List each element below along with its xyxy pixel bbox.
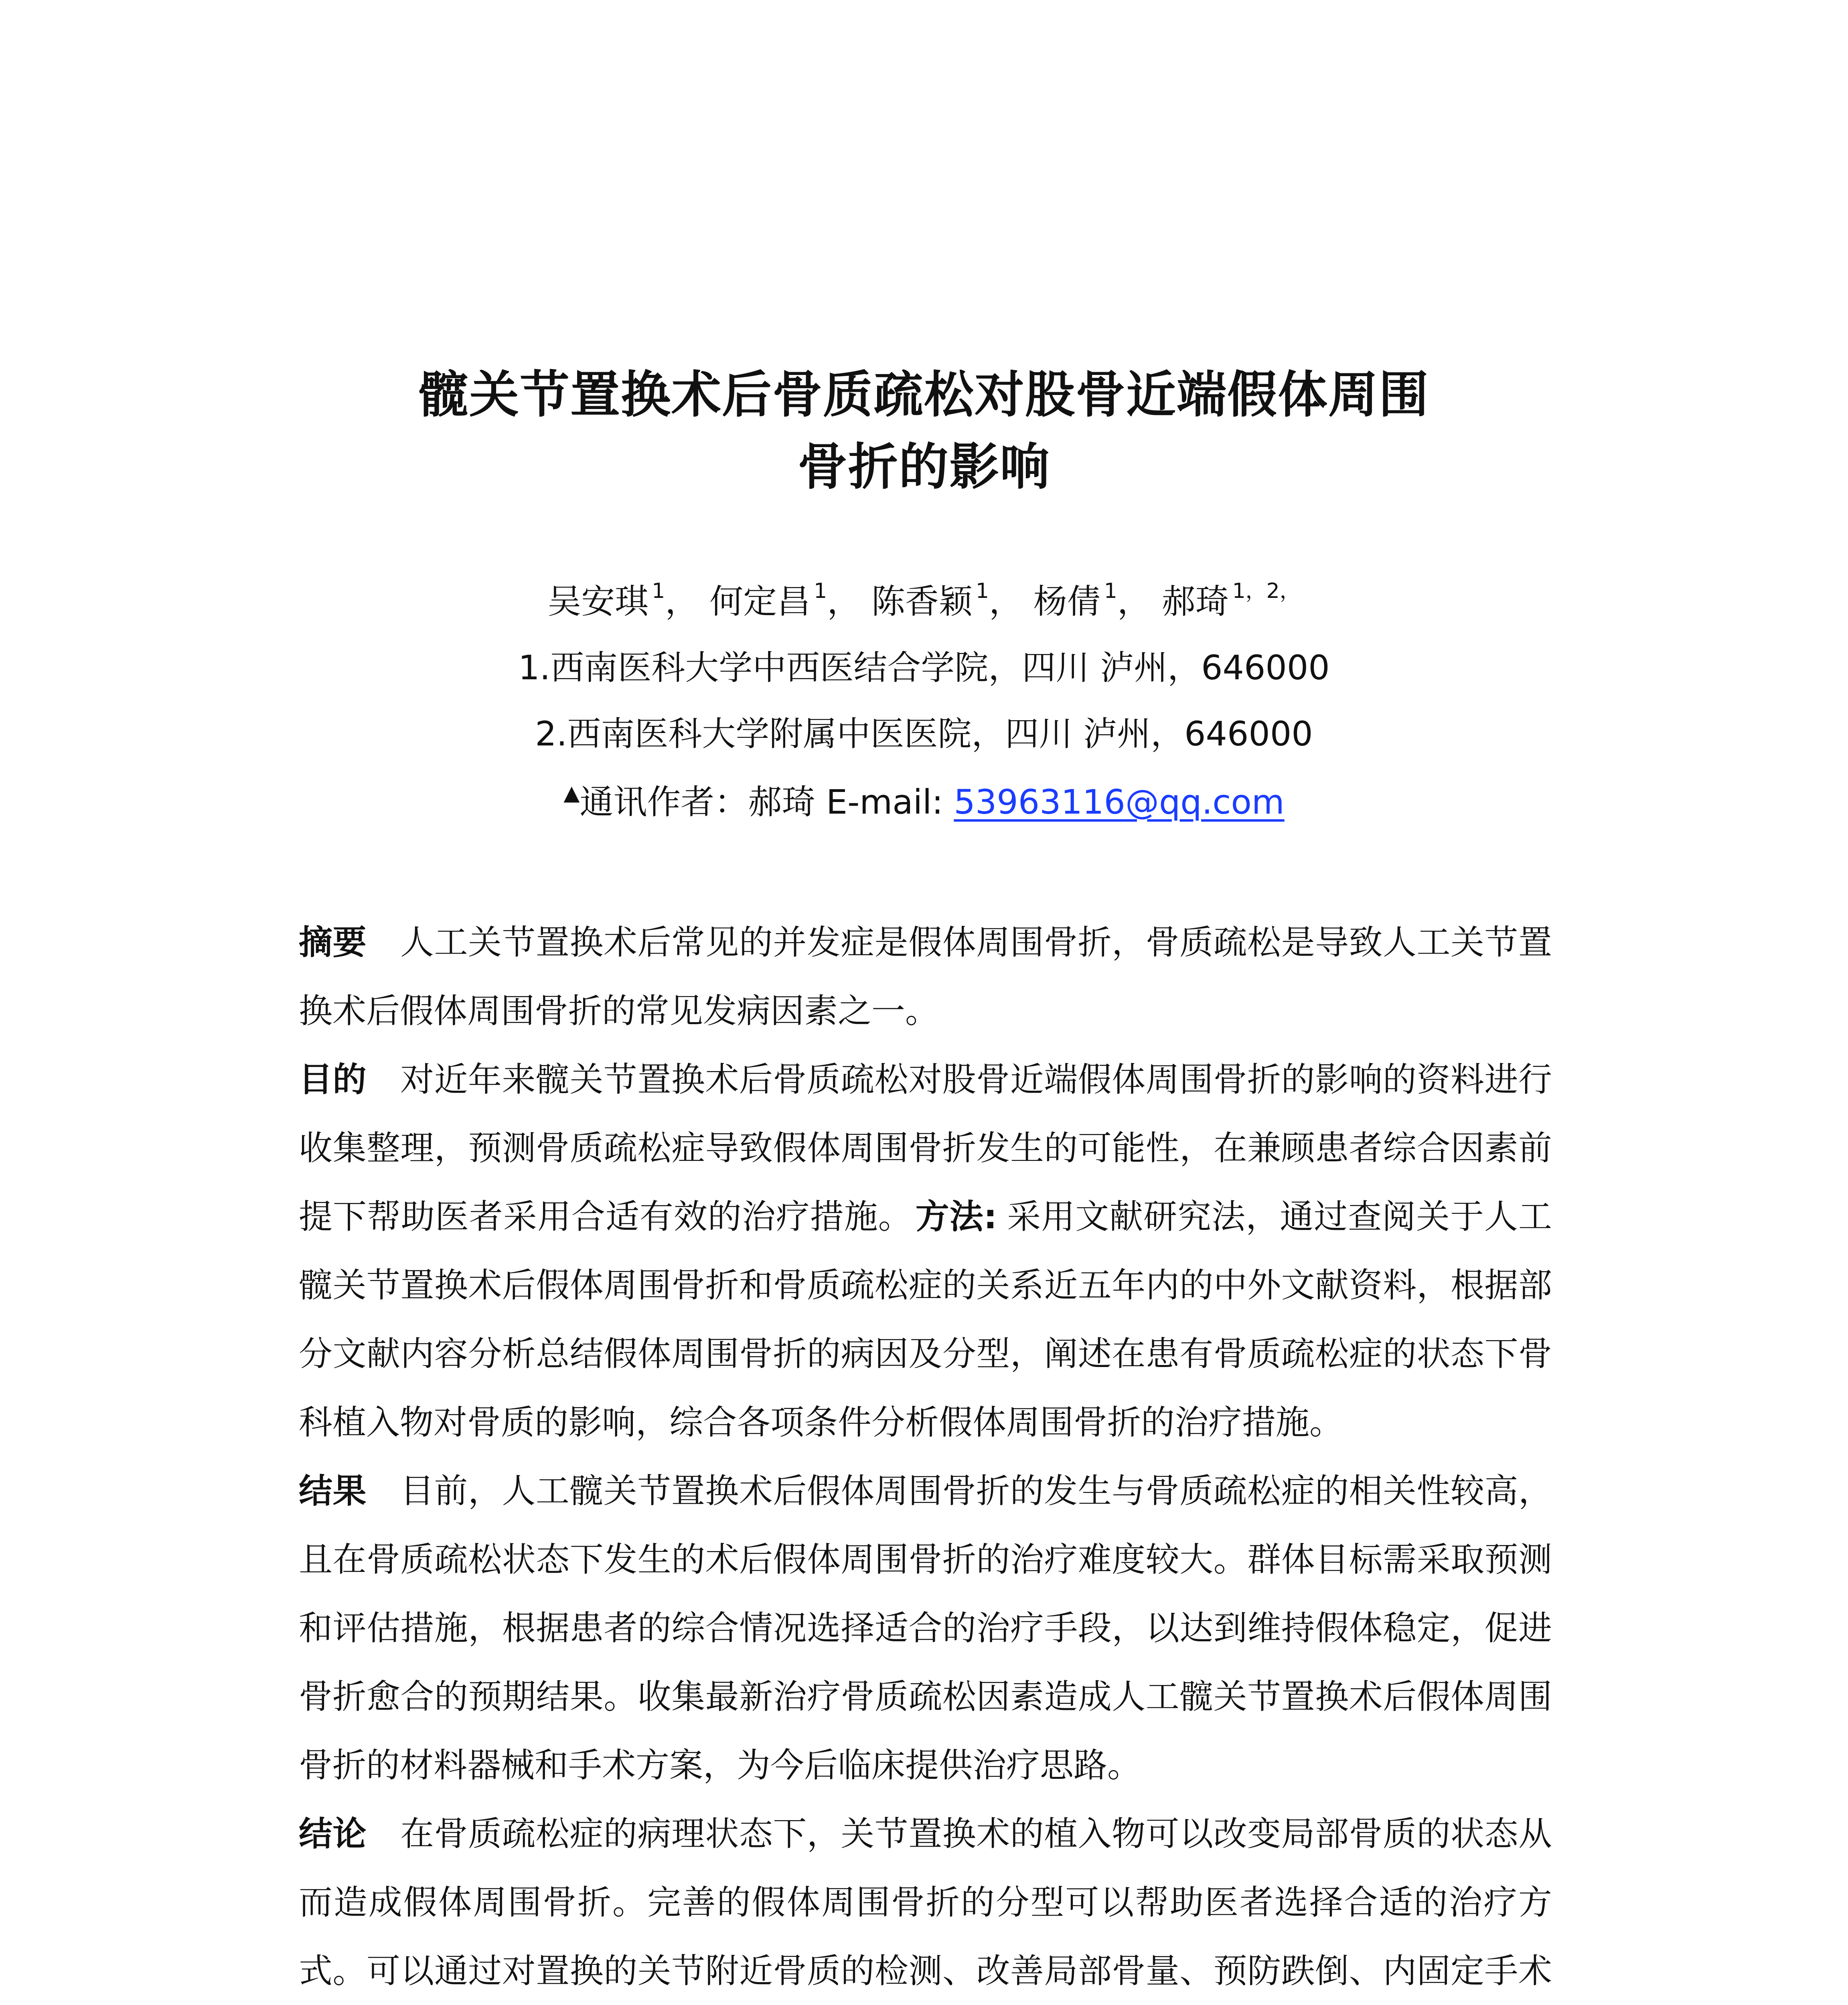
corresponding-author-text: 通讯作者：郝琦 E-mail:: [580, 782, 954, 822]
author-separator: ，: [665, 582, 699, 621]
objective-text: 对近年来髋关节置换术后骨质疏松对股骨近端假体周围骨折的影响的资料进行收集整理，预测骨质疏松症导致假体周围骨折发生的可能性，在兼顾患者综合因素前提下帮助医者采用合适有效的治疗措施。: [299, 1060, 1552, 1236]
conclusion-text: 在骨质疏松症的病理状态下，关节置换术的植入物可以改变局部骨质的状态从而造成假体周围骨折。完善的假体周围骨折的分型可以帮助医者选择合适的治疗方式。可以通过对置换的关节附近骨质的检测、改善局部骨量、预防跌倒、内固定手术: [299, 1814, 1552, 1991]
author-name: 吴安琪: [547, 582, 649, 621]
method-label: 方法:: [915, 1197, 997, 1236]
affiliation-marker: 1: [1104, 579, 1117, 603]
author-separator: ，: [989, 582, 1023, 621]
affiliation-marker: 1，2，: [1232, 579, 1301, 603]
paper-title-line-2: 骨折的影响: [797, 438, 1050, 496]
affiliation-1: 1.西南医科大学中西医结合学院，四川 泸州，646000: [518, 648, 1330, 687]
affiliation-marker: 1: [975, 579, 989, 603]
author-separator: ，: [827, 582, 861, 621]
triangle-marker-icon: ▲: [563, 781, 580, 805]
abstract-conclusion: [299, 1800, 1552, 2005]
abstract-results: [299, 1457, 1552, 1800]
summary-label: 摘要: [299, 923, 367, 962]
email-link[interactable]: 53963116@qq.com: [954, 782, 1285, 822]
abstract-objective: [299, 1045, 1552, 1457]
objective-label: 目的: [299, 1060, 367, 1099]
author-name: 杨倩: [1033, 582, 1101, 621]
affiliation-marker: 1: [814, 579, 827, 603]
abstract-section: [299, 908, 1552, 2005]
author-list: [0, 577, 1848, 630]
author-name: 陈香颖: [871, 582, 973, 621]
author-separator: ，: [1117, 582, 1151, 621]
affiliation-2: 2.西南医科大学附属中医医院，四川 泸州，646000: [535, 714, 1313, 753]
author-name: 郝琦: [1161, 582, 1229, 621]
results-label: 结果: [299, 1471, 367, 1511]
affiliation-marker: 1: [652, 579, 665, 603]
conclusion-label: 结论: [299, 1814, 367, 1853]
summary-text: 人工关节置换术后常见的并发症是假体周围骨折，骨质疏松是导致人工关节置换术后假体周围骨折的常见发病因素之一。: [299, 923, 1552, 1031]
method-text: 采用文献研究法，通过查阅关于人工髋关节置换术后假体周围骨折和骨质疏松症的关系近五年内的中外文献资料，根据部分文献内容分析总结假体周围骨折的病因及分型，阐述在患有骨质疏松症的状态下骨科植入物对骨质的影响，综合各项条件分析假体周围骨折的治疗措施。: [299, 1197, 1552, 1442]
author-name: 何定昌: [709, 582, 811, 621]
results-text: 目前，人工髋关节置换术后假体周围骨折的发生与骨质疏松症的相关性较高，且在骨质疏松状态下发生的术后假体周围骨折的治疗难度较大。群体目标需采取预测和评估措施，根据患者的综合情况选择适合的治疗手段，以达到维持假体稳定，促进骨折愈合的预期结果。收集最新治疗骨质疏松因素造成人工髋关节置换术后假体周围骨折的材料器械和手术方案，为今后临床提供治疗思路。: [299, 1471, 1552, 1785]
corresponding-author: [0, 778, 1848, 831]
paper-title-line-1: 髋关节置换术后骨质疏松对股骨近端假体周围: [418, 366, 1429, 424]
abstract-summary: [299, 908, 1552, 1045]
